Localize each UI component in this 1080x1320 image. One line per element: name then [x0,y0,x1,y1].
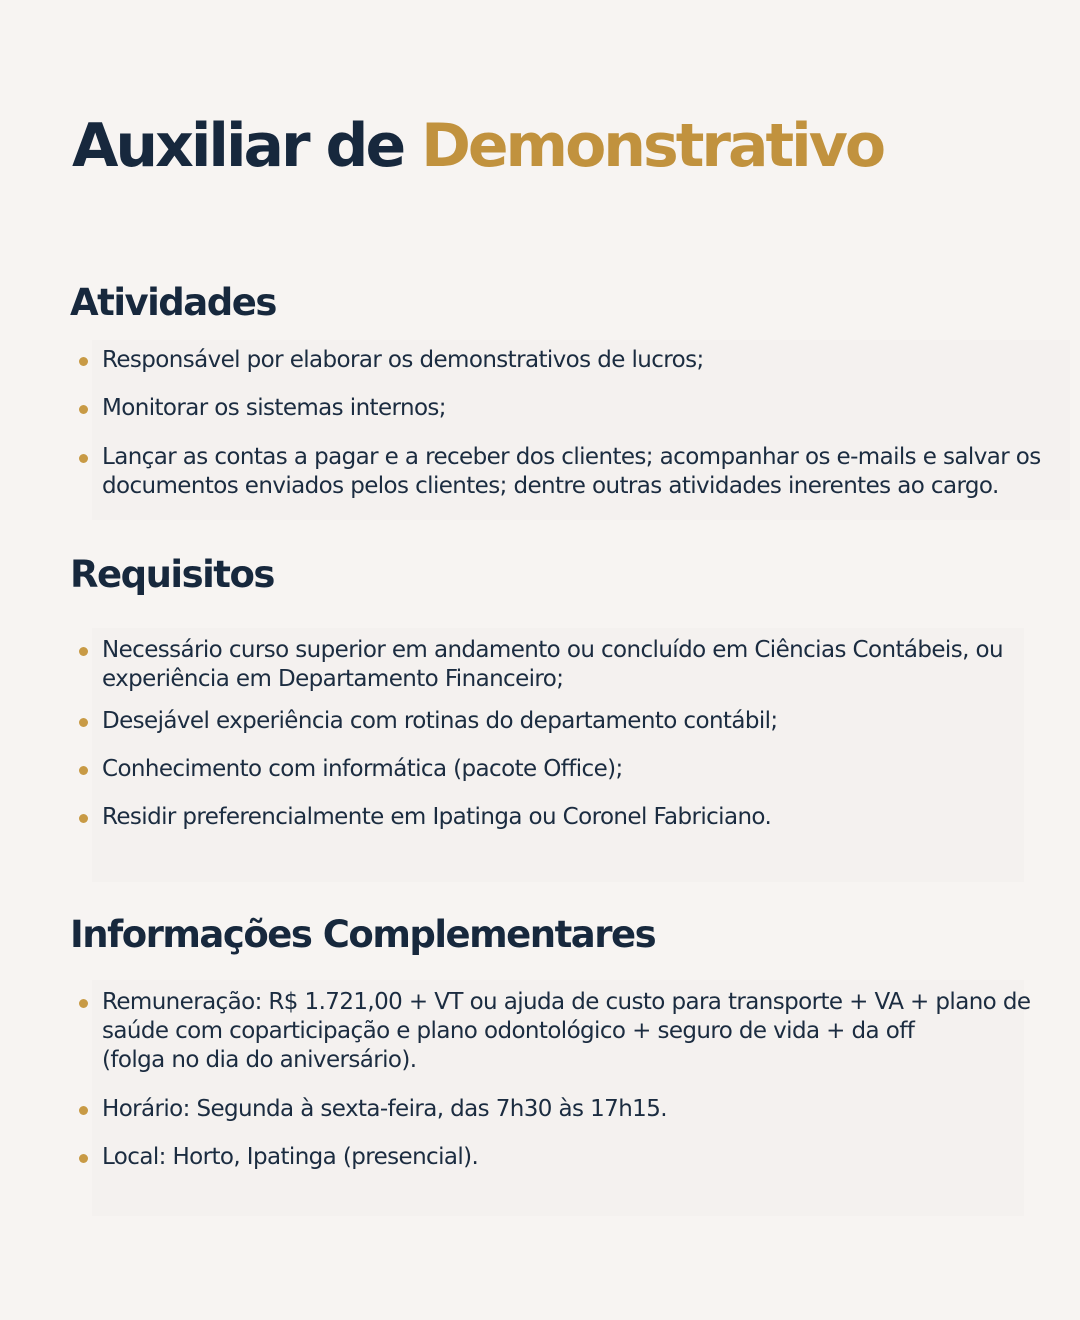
list-item [76,636,1046,694]
remuneracao-note: (folga no dia do aniversário). [102,1047,417,1073]
list-item [76,443,1046,501]
list-item-text: Horário: Segunda à sexta-feira, das 7h30 às 17h15. [102,1096,667,1122]
list-item [76,707,1046,736]
list-item [76,394,1046,423]
list-item-text [102,988,1046,1075]
list-item-text: Desejável experiência com rotinas do departamento contábil; [102,708,778,734]
bullet-icon [79,766,88,775]
section-heading-requisitos: Requisitos [70,553,274,596]
bullet-icon [79,999,88,1008]
list-item-text: Lançar as contas a pagar e a receber dos clientes; acompanhar os e-mails e salvar os documentos enviados pelos clientes; dentre outras atividades inerentes ao cargo. [102,444,1041,499]
list-item-text: Conhecimento com informática (pacote Office); [102,756,623,782]
bullet-icon [79,718,88,727]
title-accent: Demonstrativo [421,111,884,181]
list-item [76,755,1046,784]
bullet-icon [79,1154,88,1163]
list-item [76,1095,1046,1124]
page-title [72,106,883,186]
list-item-text: Necessário curso superior em andamento ou concluído em Ciências Contábeis, ou experiência em Departamento Financeiro; [102,637,1003,692]
list-item [76,803,1046,832]
title-main: Auxiliar de [72,111,404,181]
bullet-icon [79,814,88,823]
section-heading-informacoes: Informações Complementares [70,913,656,956]
bullet-icon [79,454,88,463]
list-item-text: Responsável por elaborar os demonstrativos de lucros; [102,347,704,373]
bullet-icon [79,1106,88,1115]
list-item [76,988,1046,1075]
list-item-text: Monitorar os sistemas internos; [102,395,446,421]
list-item-text: Local: Horto, Ipatinga (presencial). [102,1144,479,1170]
list-item [76,1143,1046,1172]
bullet-icon [79,405,88,414]
list-item-text: Residir preferencialmente em Ipatinga ou Coronel Fabriciano. [102,804,772,830]
section-heading-atividades: Atividades [70,281,276,324]
bullet-icon [79,647,88,656]
bullet-icon [79,357,88,366]
remuneracao-text: Remuneração: R$ 1.721,00 + VT ou ajuda de custo para transporte + VA + plano de saúde com coparticipação e plano odontológico + seguro de vida + da off [102,989,1031,1044]
list-item [76,346,1046,375]
